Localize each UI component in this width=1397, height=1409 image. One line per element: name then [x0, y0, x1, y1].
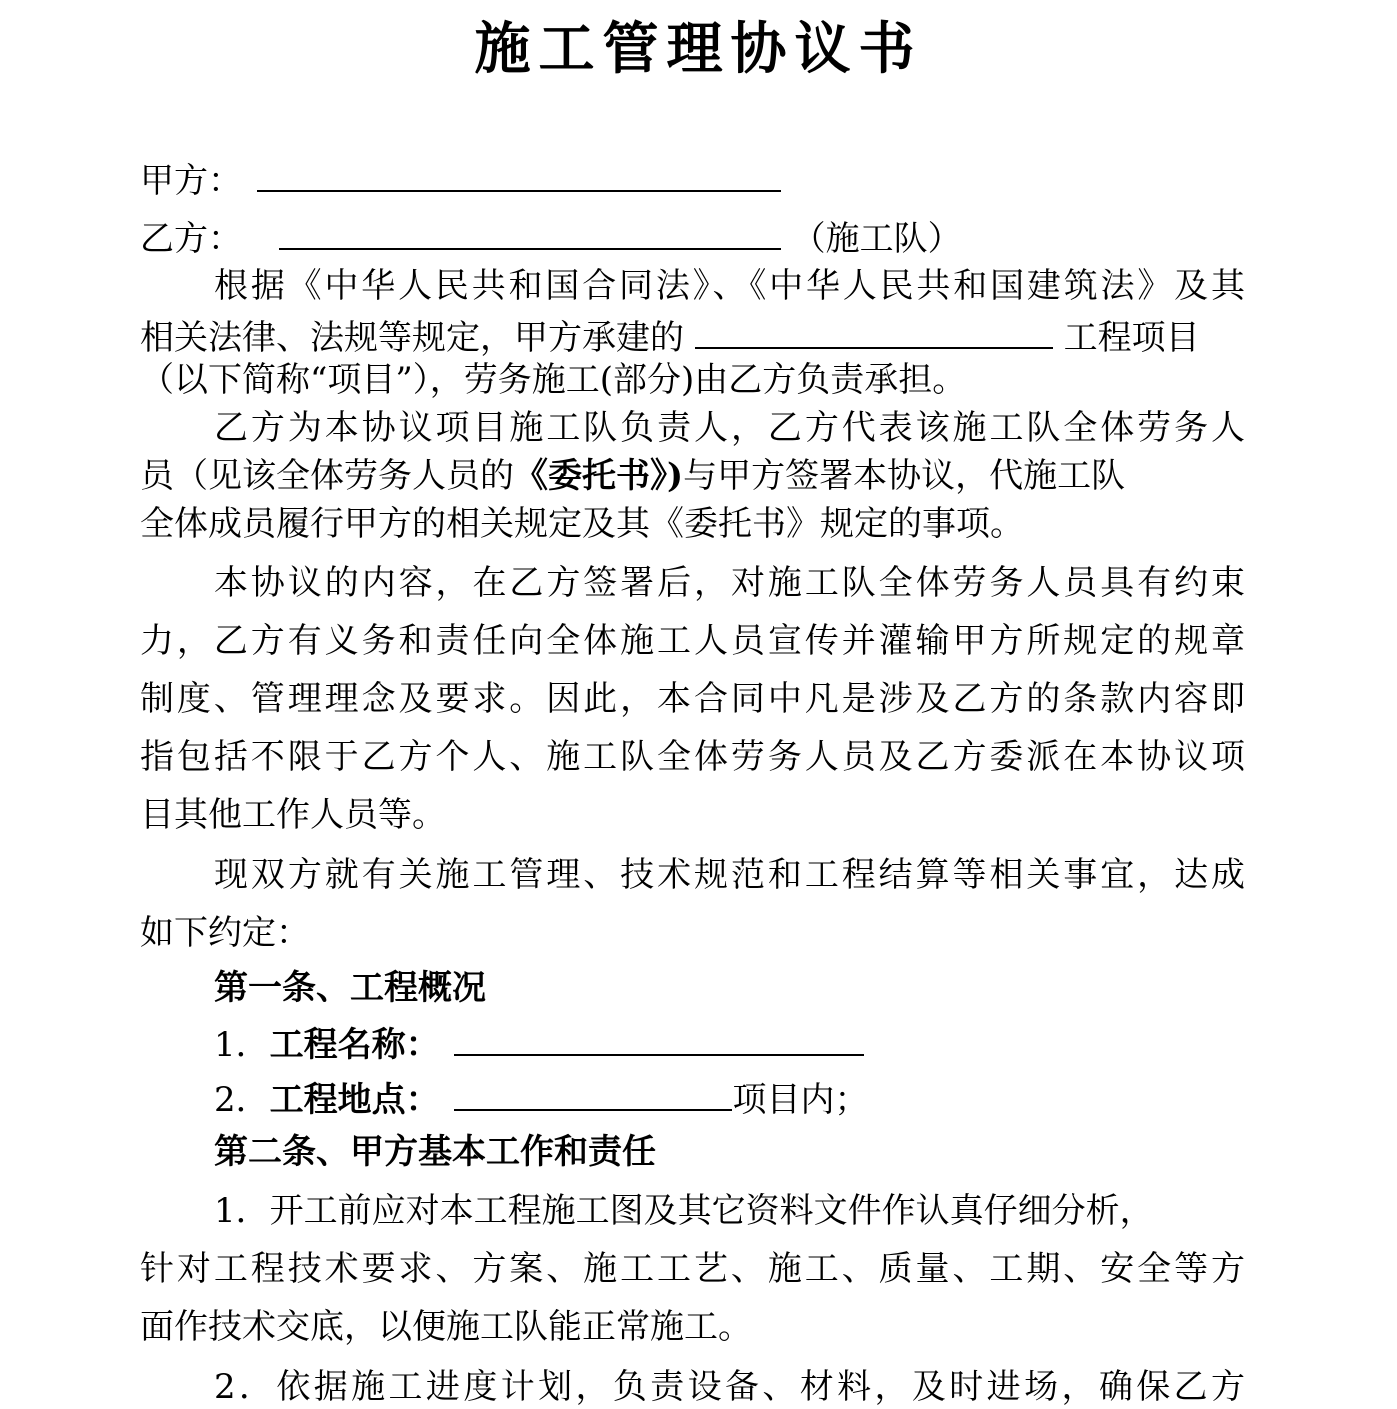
project-name-field[interactable] [454, 1018, 864, 1056]
para1-line2-suffix: 工程项目 [1063, 318, 1200, 358]
project-name-label: 工程名称： [269, 1025, 440, 1065]
party-b-label: 乙方： [140, 219, 242, 259]
project-location-label: 工程地点： [269, 1080, 440, 1120]
para2-line3: 全体成员履行甲方的相关规定及其《委托书》规定的事项。 [140, 504, 1024, 544]
project-location-suffix: 项目内； [732, 1080, 869, 1120]
project-name-blank[interactable] [695, 311, 1053, 349]
para2-line1: 乙方为本协议项目施工队负责人，乙方代表该施工队全体劳务人 [214, 408, 1245, 448]
para1-line1: 根据《中华人民共和国合同法》、《中华人民共和国建筑法》及其 [214, 266, 1245, 306]
party-a-line [140, 154, 1245, 203]
para2-line2-suffix: 与甲方签署本协议，代施工队 [683, 456, 1126, 496]
party-b-suffix: （施工队） [791, 219, 962, 259]
para1-line2 [140, 311, 1245, 360]
article2-item2-line1: 2．依据施工进度计划，负责设备、材料，及时进场，确保乙方 [214, 1367, 1245, 1407]
article1-item1 [214, 1018, 1245, 1067]
article2-item1-line3: 面作技术交底，以便施工队能正常施工。 [140, 1307, 752, 1347]
article1-item2 [214, 1073, 1245, 1122]
para3-line5: 目其他工作人员等。 [140, 795, 446, 835]
para1-line3: （以下简称“项目”），劳务施工(部分)由乙方负责承担。 [140, 360, 967, 400]
para2-line2-text: 员（见该全体劳务人员的 [140, 456, 514, 496]
article1-item2-number: 2． [214, 1080, 270, 1120]
para4-line2: 如下约定： [140, 913, 310, 953]
party-a-label: 甲方： [140, 161, 242, 201]
para1-line2-text: 相关法律、法规等规定，甲方承建的 [140, 318, 684, 358]
entrust-letter-bold: 《委托书》) [514, 456, 684, 496]
para3-line2: 力，乙方有义务和责任向全体施工人员宣传并灌输甲方所规定的规章 [140, 621, 1245, 661]
article2-heading: 第二条、甲方基本工作和责任 [214, 1132, 656, 1172]
para3-line4: 指包括不限于乙方个人、施工队全体劳务人员及乙方委派在本协议项 [140, 737, 1245, 777]
party-b-line [140, 212, 1245, 261]
party-a-blank[interactable] [257, 154, 781, 192]
para3-line1: 本协议的内容，在乙方签署后，对施工队全体劳务人员具有约束 [214, 563, 1245, 603]
article2-item1-line2: 针对工程技术要求、方案、施工工艺、施工、质量、工期、安全等方 [140, 1249, 1245, 1289]
party-b-blank[interactable] [279, 212, 781, 250]
document-title: 施工管理协议书 [474, 16, 923, 82]
para3-line3: 制度、管理理念及要求。因此，本合同中凡是涉及乙方的条款内容即 [140, 679, 1245, 719]
article1-heading: 第一条、工程概况 [214, 968, 486, 1008]
article2-item1-line1: 1．开工前应对本工程施工图及其它资料文件作认真仔细分析， [214, 1191, 1154, 1231]
para4-line1: 现双方就有关施工管理、技术规范和工程结算等相关事宜，达成 [214, 855, 1245, 895]
project-location-field[interactable] [454, 1073, 732, 1111]
article1-item1-number: 1． [214, 1025, 270, 1065]
para2-line2 [140, 454, 1245, 498]
